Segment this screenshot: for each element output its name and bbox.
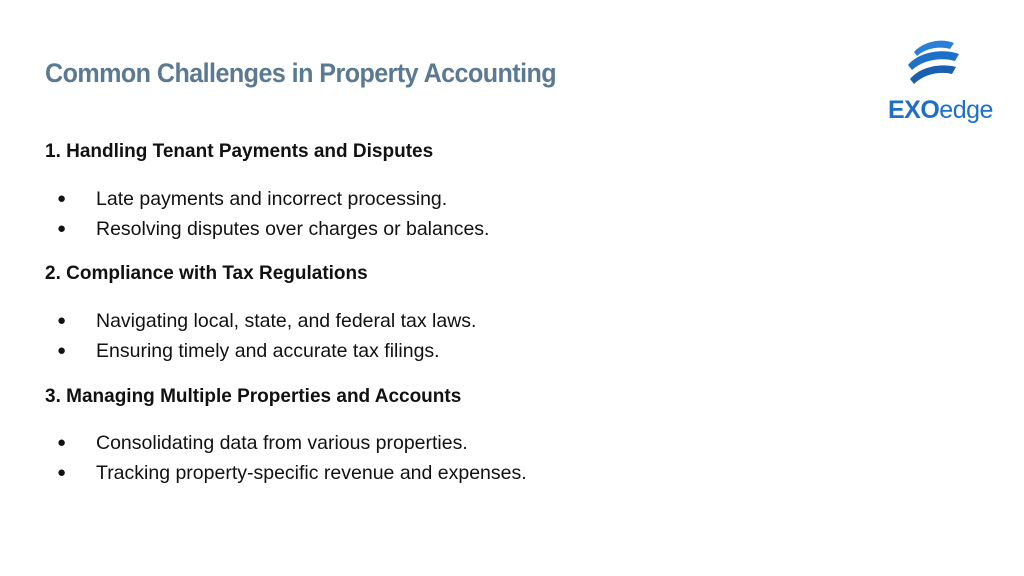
bullet-dot-icon: ● <box>57 312 67 329</box>
logo-word-exo: EXO <box>888 96 940 124</box>
bullet-text: Tracking property-specific revenue and expenses. <box>96 461 527 484</box>
bullet-list <box>45 188 945 247</box>
bullet-dot-icon: ● <box>57 463 67 481</box>
exoedge-logo <box>884 38 993 128</box>
bullet-dot-icon: ● <box>57 434 67 451</box>
exoedge-swirl-icon <box>904 38 962 86</box>
list-item <box>45 340 945 370</box>
bullet-text: Ensuring timely and accurate tax filings. <box>96 339 440 362</box>
bullet-text: Late payments and incorrect processing. <box>96 188 448 210</box>
list-item <box>45 432 945 462</box>
list-item <box>45 218 945 248</box>
list-item <box>45 188 945 218</box>
section-heading: 1. Handling Tenant Payments and Disputes <box>45 141 434 162</box>
bullet-text: Consolidating data from various properties. <box>96 432 468 454</box>
section-multiple-properties <box>45 386 945 491</box>
bullet-list <box>45 432 945 491</box>
logo-wordmark <box>888 96 993 125</box>
list-item <box>45 310 945 340</box>
section-tenant-payments <box>45 141 945 263</box>
bullet-dot-icon: ● <box>57 190 67 207</box>
bullet-list <box>45 310 945 369</box>
section-heading: 3. Managing Multiple Properties and Accounts <box>45 386 462 407</box>
bullet-dot-icon: ● <box>57 341 67 359</box>
bullet-text: Navigating local, state, and federal tax laws. <box>96 310 477 332</box>
section-heading: 2. Compliance with Tax Regulations <box>45 263 368 284</box>
content-area <box>45 141 945 491</box>
logo-word-edge: edge <box>939 96 993 124</box>
section-tax-compliance <box>45 263 945 386</box>
list-item <box>45 462 945 492</box>
slide-title: Common Challenges in Property Accounting <box>45 58 557 88</box>
bullet-text: Resolving disputes over charges or balances. <box>96 217 490 240</box>
bullet-dot-icon: ● <box>57 219 67 237</box>
